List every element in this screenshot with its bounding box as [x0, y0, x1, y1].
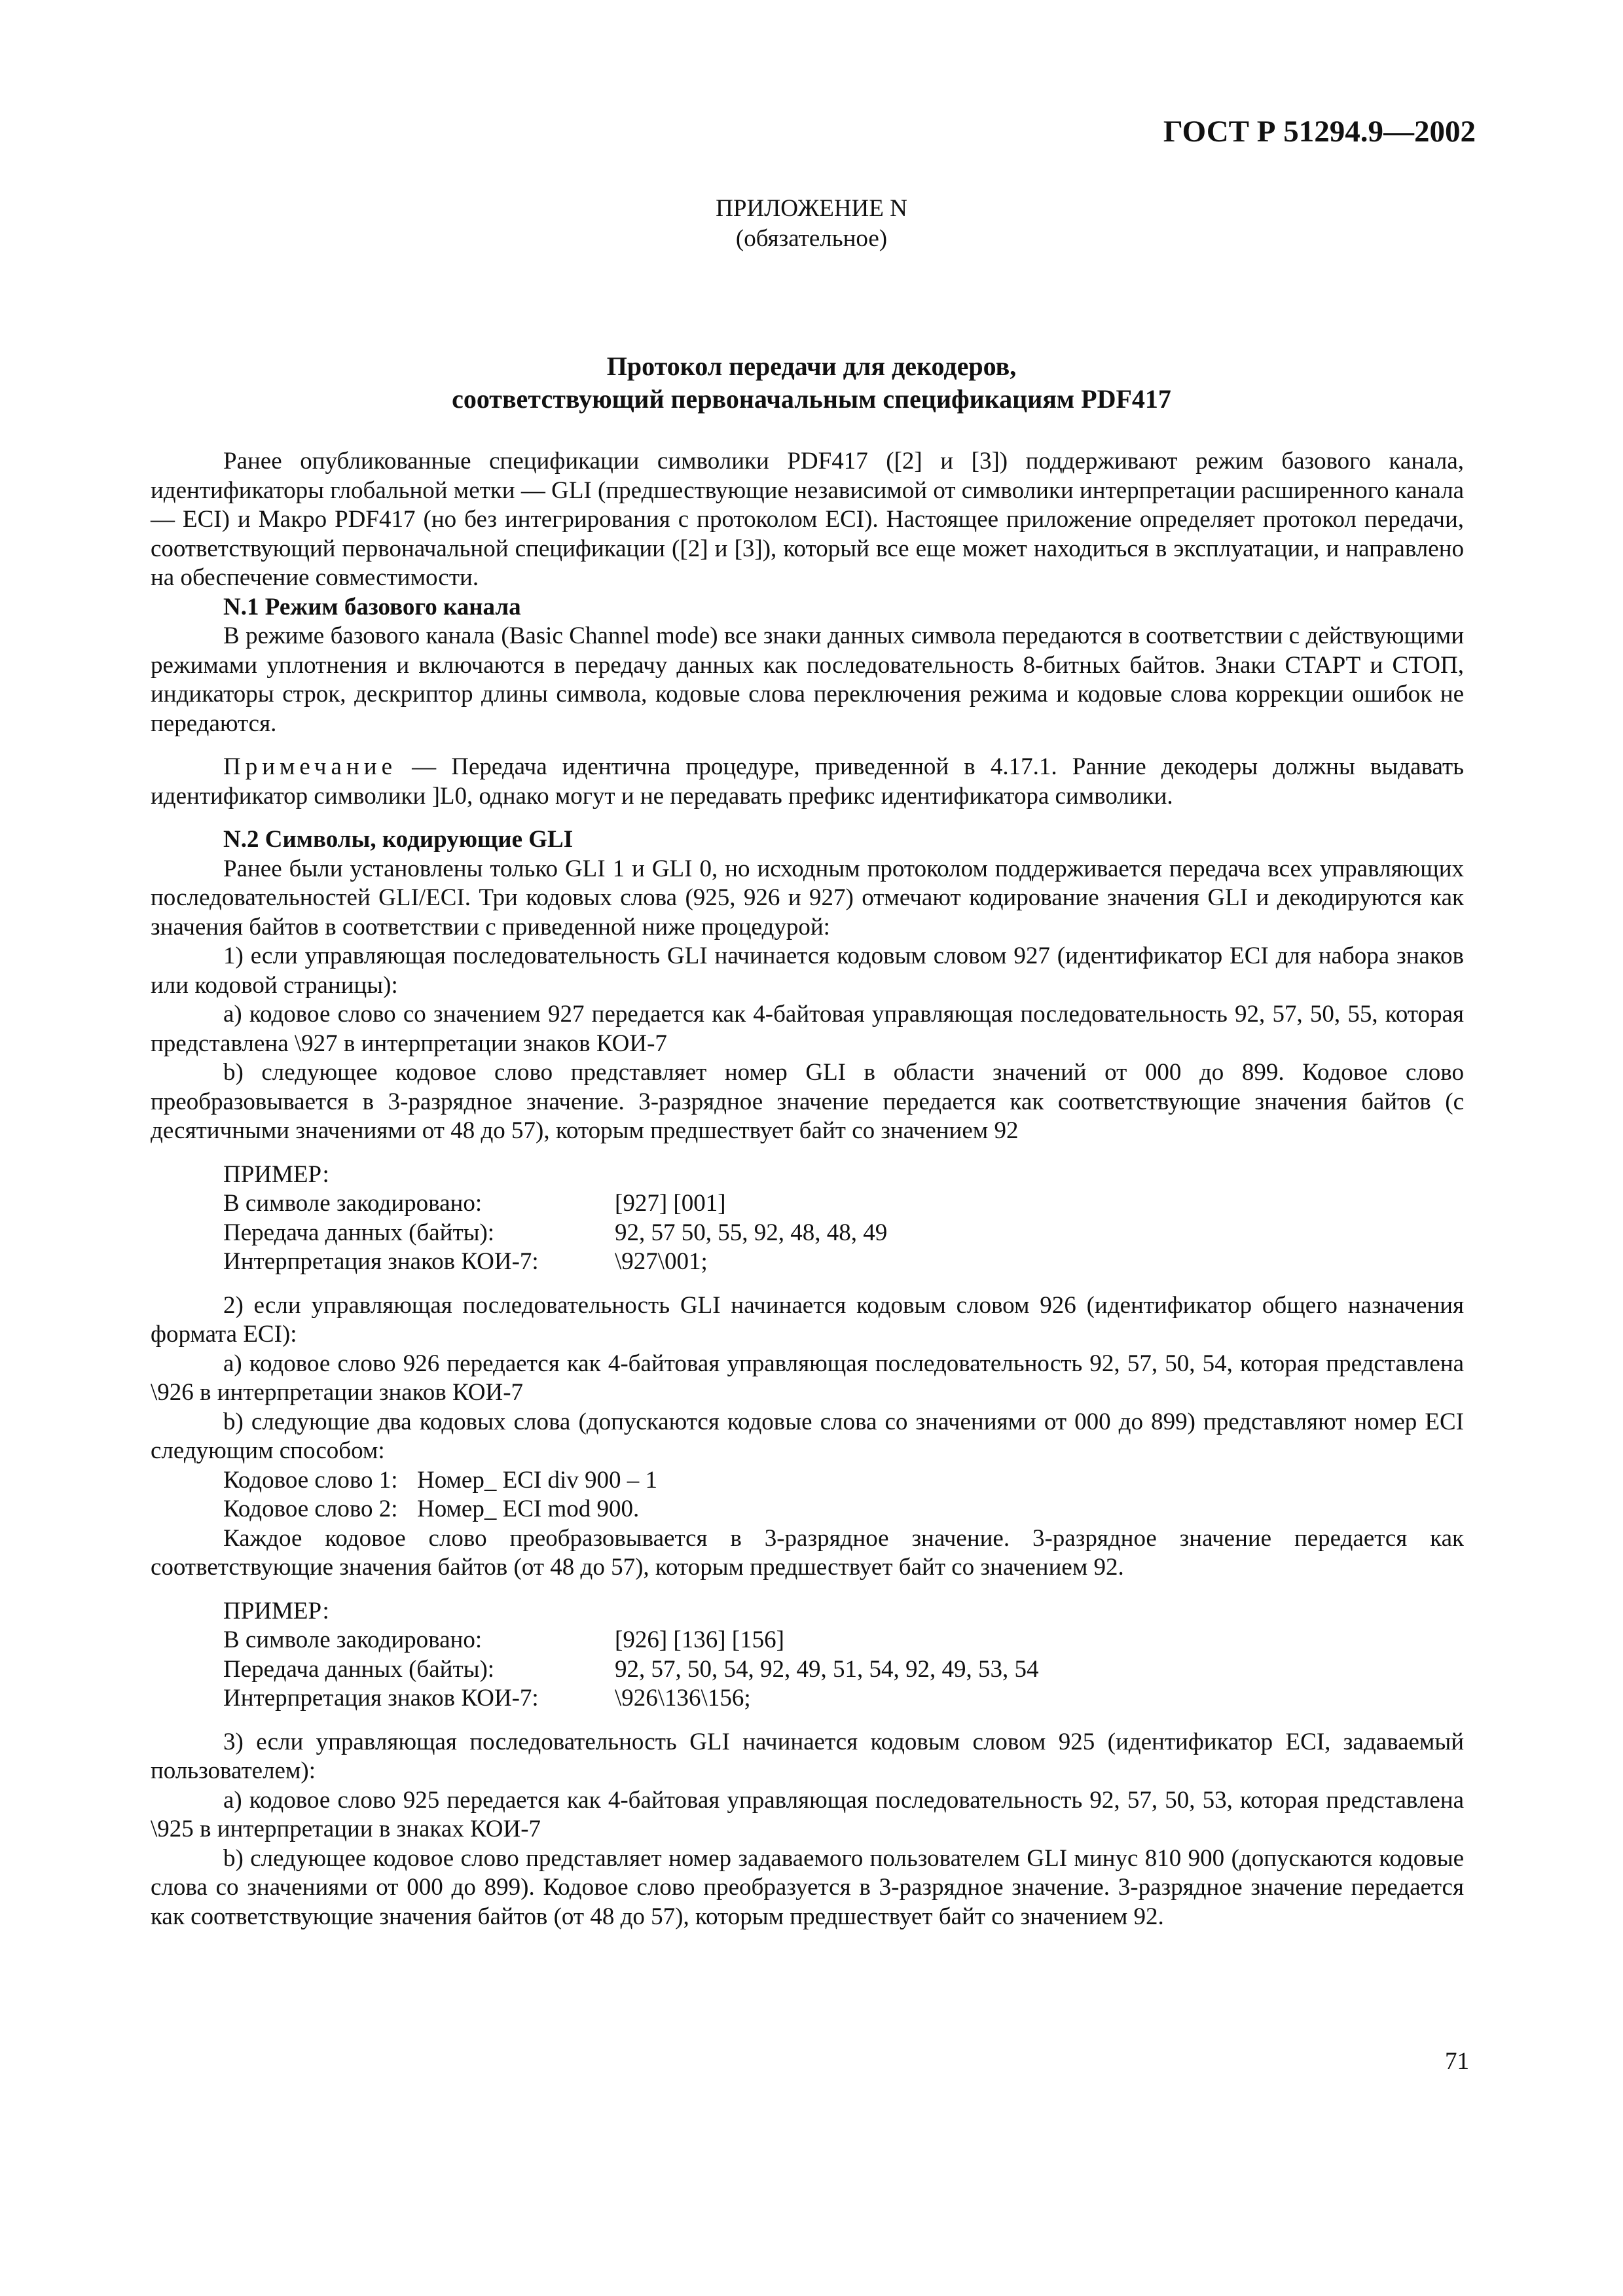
- example-value: 92, 57, 50, 54, 92, 49, 51, 54, 92, 49, 53, 54: [615, 1655, 1039, 1683]
- example-value: 92, 57 50, 55, 92, 48, 48, 49: [615, 1219, 888, 1246]
- intro-paragraph: Ранее опубликованные спецификации символики PDF417 ([2] и [3]) поддерживают режим базового канала, идентификаторы глобальной метки — GLI (предшествующие независимой от символики интерпретации расширенного канала — ECI) и Макро PDF417 (но без интегрирования с протоколом ECI). Настоящее приложение определяет протокол передачи, соответствующий первоначальной спецификации ([2] и [3]), который все еще может находиться в эксплуатации, и направлено на обеспечение совместимости.: [151, 448, 1464, 591]
- codeword-row: [151, 1495, 1464, 1524]
- page-number: 71: [1445, 2048, 1469, 2075]
- section-n2-paragraph: Ранее были установлены только GLI 1 и GLI 0, но исходным протоколом поддерживается передача всех управляющих последовательностей GLI/ECI. Три кодовых слова (925, 926 и 927) отмечают кодирование значения GLI и декодируются как значения байтов в соответствии с приведенной ниже процедурой:: [151, 855, 1464, 941]
- list-item-1: 1) если управляющая последовательность GLI начинается кодовым словом 927 (идентификатор ECI для набора знаков или кодовой страницы):: [151, 942, 1464, 999]
- document-header: ГОСТ Р 51294.9—2002: [1163, 115, 1476, 149]
- example-1-label: ПРИМЕР:: [223, 1160, 329, 1188]
- title-line-1: Протокол передачи для декодеров,: [606, 351, 1017, 381]
- codeword-key: Кодовое слово 1:: [223, 1466, 398, 1494]
- annex-title: [0, 350, 1623, 416]
- annex-caption: [0, 194, 1623, 254]
- note-paragraph: [151, 753, 1464, 811]
- example-value: \927\001;: [615, 1248, 708, 1275]
- example-key: В символе закодировано:: [223, 1190, 483, 1217]
- example-key: Передача данных (байты):: [223, 1655, 495, 1683]
- example-value: \926\136\156;: [615, 1685, 751, 1712]
- example-key: В символе закодировано:: [223, 1626, 483, 1653]
- title-line-2: соответствующий первоначальным спецификациям PDF417: [452, 384, 1171, 414]
- list-item-1a: a) кодовое слово со значением 927 передается как 4-байтовая управляющая последовательность 92, 57, 50, 55, которая представлена \927 в интерпретации знаков КОИ-7: [151, 1001, 1464, 1057]
- codeword-value: Номер_ ECI div 900 – 1: [417, 1466, 657, 1494]
- codeword-row: [151, 1466, 1464, 1496]
- example-key: Передача данных (байты):: [223, 1219, 495, 1246]
- annex-status: (обязательное): [735, 225, 888, 252]
- codeword-key: Кодовое слово 2:: [223, 1496, 398, 1522]
- annex-name: ПРИЛОЖЕНИЕ N: [716, 195, 907, 222]
- example-row: [223, 1626, 1464, 1655]
- example-key: Интерпретация знаков КОИ-7:: [223, 1248, 539, 1275]
- example-2: [151, 1597, 1464, 1713]
- example-value: [926] [136] [156]: [615, 1626, 784, 1653]
- example-value: [927] [001]: [615, 1190, 726, 1217]
- example-row: [223, 1219, 1464, 1248]
- codeword-value: Номер_ ECI mod 900.: [417, 1496, 640, 1522]
- list-item-3b: b) следующее кодовое слово представляет номер задаваемого пользователем GLI минус 810 900 (допускаются кодовые слова со значениями от 000 до 899). Кодовое слово преобразуется в 3-разрядное значение. 3-разрядное значение передается как соответствующие значения байтов (от 48 до 57), которым предшествует байт со значением 92.: [151, 1844, 1464, 1930]
- section-n1-heading: N.1 Режим базового канала: [223, 593, 521, 620]
- example-row: [223, 1684, 1464, 1713]
- list-item-3: 3) если управляющая последовательность GLI начинается кодовым словом 925 (идентификатор ECI, задаваемый пользователем):: [151, 1728, 1464, 1784]
- example-2-label: ПРИМЕР:: [223, 1597, 329, 1624]
- example-row: [223, 1655, 1464, 1685]
- body-text: [151, 447, 1464, 1931]
- example-1: [151, 1160, 1464, 1277]
- example-row: [223, 1189, 1464, 1219]
- note-text: — Передача идентична процедуре, приведенной в 4.17.1. Ранние декодеры должны выдавать идентификатор символики ]L0, однако могут и не передавать префикс идентификатора символики.: [151, 753, 1464, 810]
- example-row: [223, 1247, 1464, 1277]
- list-item-2b: b) следующие два кодовых слова (допускаются кодовые слова со значениями от 000 до 899) представляют номер ECI следующим способом:: [151, 1408, 1464, 1464]
- list-item-2: 2) если управляющая последовательность GLI начинается кодовым словом 926 (идентификатор общего назначения формата ECI):: [151, 1291, 1464, 1348]
- note-label: Примечание: [223, 753, 397, 780]
- list-item-2c: Каждое кодовое слово преобразовывается в 3-разрядное значение. 3-разрядное значение передается как соответствующие значения байтов (от 48 до 57), которым предшествует байт со значением 92.: [151, 1524, 1464, 1581]
- list-item-1b: b) следующее кодовое слово представляет номер GLI в области значений от 000 до 899. Кодовое слово преобразовывается в 3-разрядное значение. 3-разрядное значение передается как соответствующие значения байтов (с десятичными значениями от 48 до 57), которым предшествует байт со значением 92: [151, 1059, 1464, 1144]
- section-n1-paragraph: В режиме базового канала (Basic Channel mode) все знаки данных символа передаются в соответствии с действующими режимами уплотнения и включаются в передачу данных как последовательность 8-битных байтов. Знаки СТАРТ и СТОП, индикаторы строк, дескриптор длины символа, кодовые слова переключения режима и кодовые слова коррекции ошибок не передаются.: [151, 622, 1464, 737]
- list-item-3a: a) кодовое слово 925 передается как 4-байтовая управляющая последовательность 92, 57, 50, 53, которая представлена \925 в интерпретации в знаках КОИ-7: [151, 1786, 1464, 1842]
- section-n2-heading: N.2 Символы, кодирующие GLI: [223, 826, 574, 853]
- example-key: Интерпретация знаков КОИ-7:: [223, 1685, 539, 1712]
- list-item-2a: a) кодовое слово 926 передается как 4-байтовая управляющая последовательность 92, 57, 50, 54, которая представлена \926 в интерпретации знаков КОИ-7: [151, 1350, 1464, 1406]
